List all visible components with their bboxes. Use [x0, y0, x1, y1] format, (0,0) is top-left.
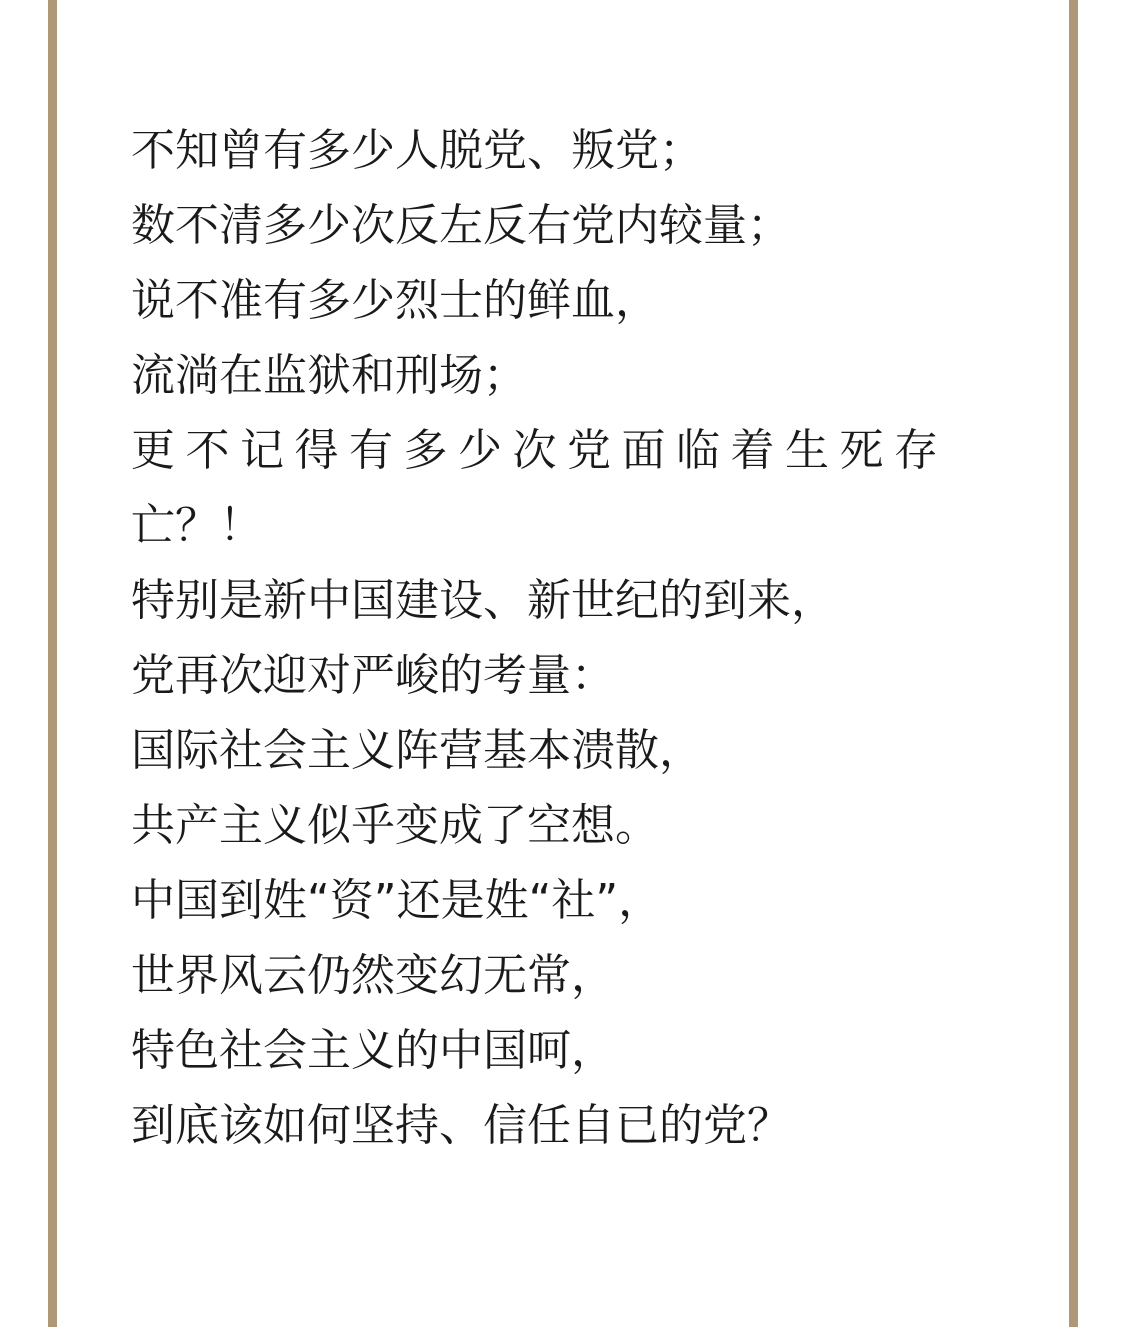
poem-line: 特色社会主义的中国呵，	[131, 1025, 615, 1076]
poem-line: 说不准有多少烈士的鲜血，	[131, 275, 659, 326]
poem-line: 国际社会主义阵营基本溃散，	[131, 725, 703, 776]
poem-line: 共产主义似乎变成了空想。	[131, 800, 659, 851]
poem-line: 不知曾有多少人脱党、叛党；	[131, 125, 703, 176]
poem-line: 更不记得有多少次党面临着生死存	[131, 425, 949, 476]
poem-line: 流淌在监狱和刑场；	[131, 350, 527, 401]
poem-line: 世界风云仍然变幻无常，	[131, 950, 615, 1001]
poem-line: 到底该如何坚持、信任自已的党？	[131, 1100, 791, 1151]
poem-line: 数不清多少次反左反右党内较量；	[131, 200, 791, 251]
poem-line: 特别是新中国建设、新世纪的到来，	[131, 575, 835, 626]
poem-text	[131, 113, 1001, 1163]
poem-line: 中国到姓“资”还是姓“社”，	[131, 875, 663, 926]
poem-line: 党再次迎对严峻的考量：	[131, 650, 615, 701]
poem-line: 亡？！	[131, 500, 263, 551]
